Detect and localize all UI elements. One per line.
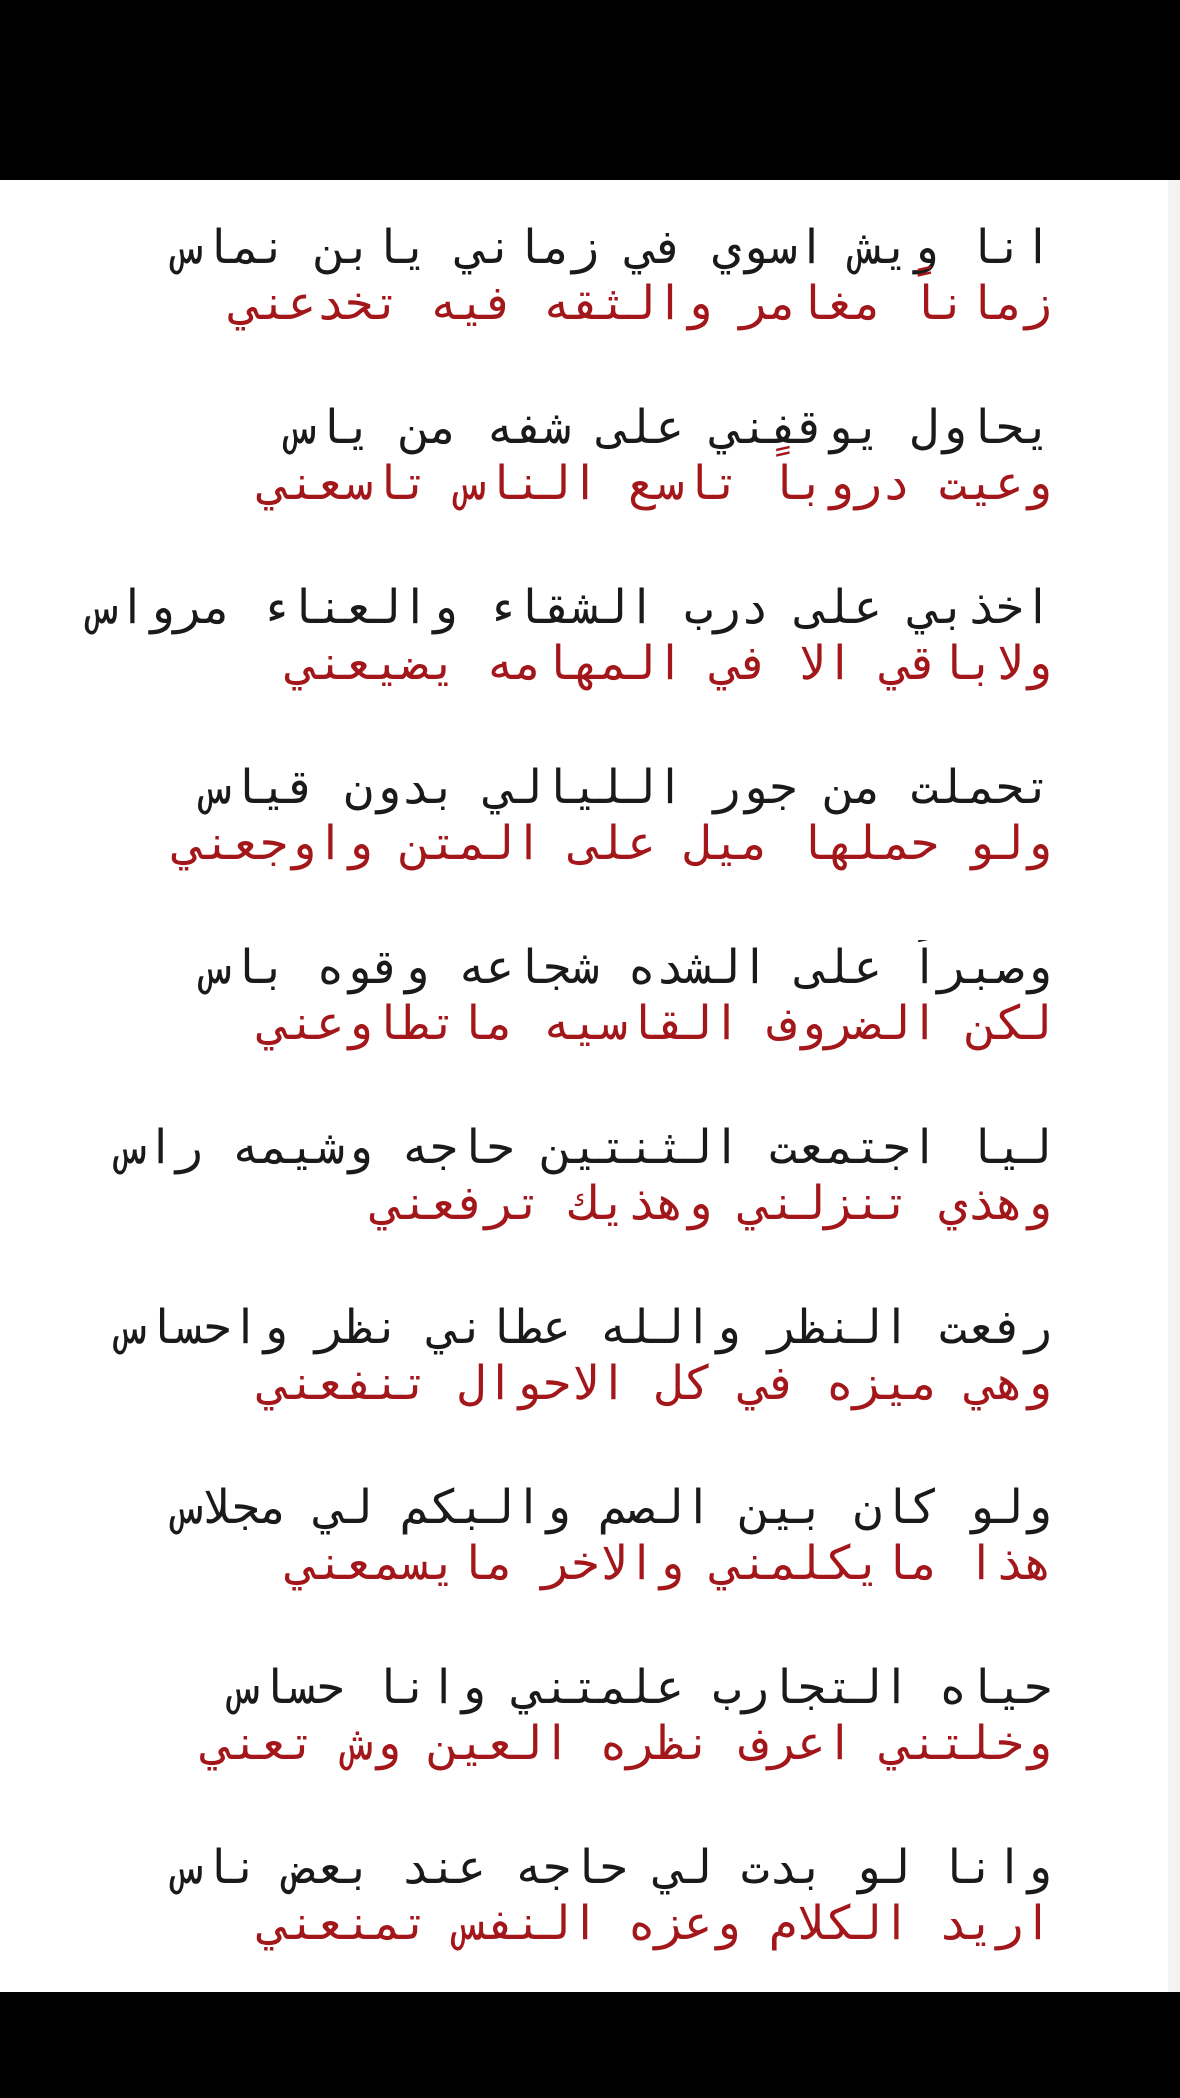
poem-text <box>52 220 1052 2020</box>
stanza-second-line: اريد الكلام وعزه النفس تمنعني <box>259 1896 1052 1951</box>
stanza-second-line: وهي ميزه في كل الاحوال تنفعني <box>259 1356 1052 1411</box>
stanza-first-line: وانا لو بدت لي حاجه عند بعض ناس <box>174 1840 1052 1895</box>
stanza <box>52 220 1052 400</box>
stanza-second-line: لكن الضروف القاسيه ماتطاوعني <box>259 996 1052 1051</box>
stanza-first-line: تحملت من جور الليالي بدون قياس <box>203 760 1052 815</box>
stanza <box>52 580 1052 760</box>
stanza <box>52 1120 1052 1300</box>
stanza-first-line: انا ويش اسوي في زماني يابن نماس <box>174 220 1052 275</box>
stanza-second-line: ولو حملها ميل على المتن واوجعني <box>174 816 1052 871</box>
stanza-second-line: ولاباقي الا في المهامه يضيعني <box>287 636 1052 691</box>
stanza-first-line: اخذبي على درب الشقاء والعناء مرواس <box>89 580 1052 635</box>
stanza-first-line: حياه التجارب علمتني وانا حساس <box>231 1660 1052 1715</box>
poem-page[interactable] <box>0 180 1180 1992</box>
stanza <box>52 940 1052 1120</box>
stanza-first-line: يحاول يوقفني على شفه من ياس <box>287 400 1052 455</box>
stanza <box>52 400 1052 580</box>
stanza <box>52 1480 1052 1660</box>
stanza <box>52 1300 1052 1480</box>
stanza <box>52 1660 1052 1840</box>
stanza-first-line: وصبراً على الشده شجاعه وقوه باس <box>203 940 1052 995</box>
bottom-black-bar <box>0 1992 1180 2098</box>
stanza-second-line: هذا مايكلمني والاخر مايسمعني <box>287 1536 1052 1591</box>
stanza-first-line: ولو كان بين الصم والبكم لي مجلاس <box>174 1480 1052 1535</box>
stanza-second-line: وعيت دروباً تاسع الناس تاسعني <box>259 456 1052 511</box>
page-right-edge <box>1168 180 1180 1992</box>
stanza-first-line: رفعت النظر والله عطاني نظر واحساس <box>118 1300 1052 1355</box>
stanza-second-line: وخلتني اعرف نظره العين وش تعني <box>203 1716 1052 1771</box>
stanza-first-line: ليا اجتمعت الثنتين حاجه وشيمه راس <box>118 1120 1052 1175</box>
stanza-second-line: زماناً مغامر والثقه فيه تخدعني <box>231 276 1052 331</box>
top-black-bar <box>0 0 1180 180</box>
stanza-second-line: وهذي تنزلني وهذيك ترفعني <box>372 1176 1052 1231</box>
stanza <box>52 760 1052 940</box>
